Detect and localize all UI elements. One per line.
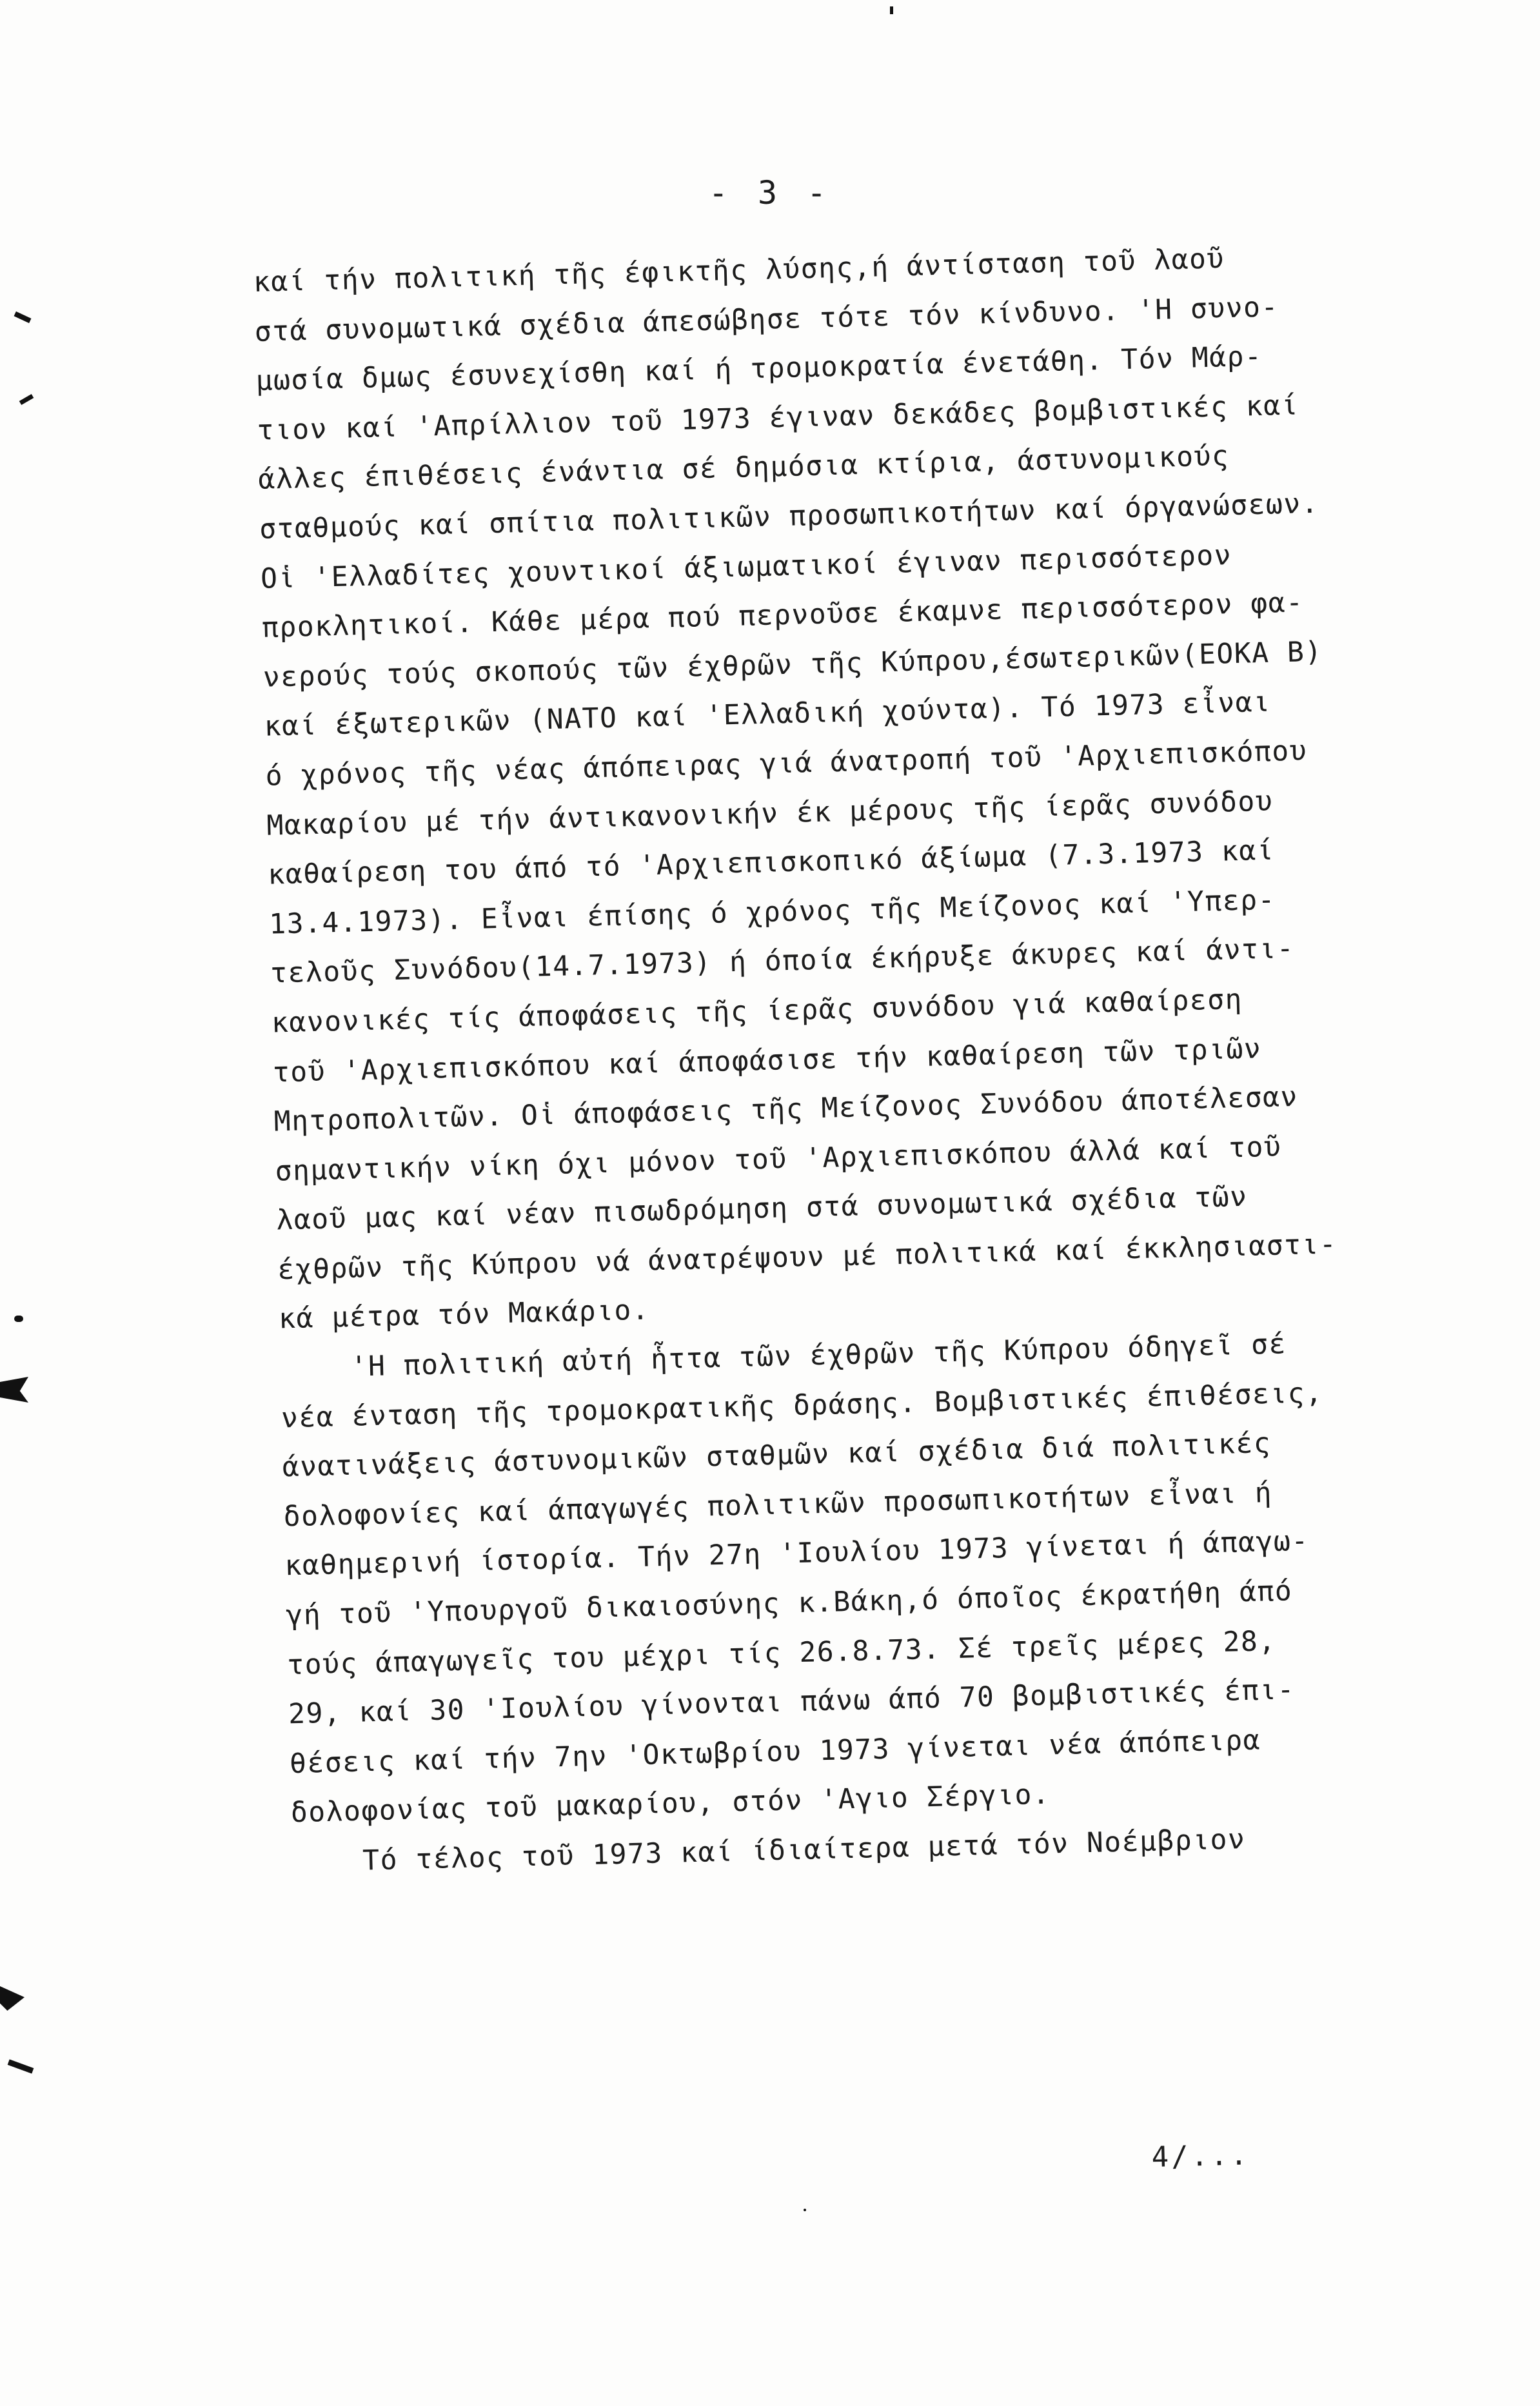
text-line: σημαντικήν νίκη όχι μόνον τοῦ 'Αρχιεπισκόπου άλλά καί τοῦ xyxy=(275,1130,1282,1188)
text-line: τελοῦς Συνόδου(14.7.1973) ή όποία έκήρυξε άκυρες καί άντι- xyxy=(270,932,1295,990)
text-line: τούς άπαγωγεῖς του μέχρι τίς 26.8.73. Σέ τρεῖς μέρες 28, xyxy=(286,1624,1277,1681)
text-line: Τό τέλος τοῦ 1973 καί ίδιαίτερα μετά τόν Νοέμβριον xyxy=(291,1823,1246,1879)
text-line: καθημερινή ίστορία. Τήν 27η 'Ιουλίου 1973 γίνεται ή άπαγω- xyxy=(284,1525,1310,1583)
text-line: τιον καί 'Απρίλλιον τοῦ 1973 έγιναν δεκάδες βομβιστικές καί xyxy=(256,389,1299,447)
scan-mark xyxy=(8,2059,34,2073)
scan-mark xyxy=(0,1986,25,2011)
scan-mark xyxy=(804,2209,806,2211)
text-line: νερούς τούς σκοπούς τῶν έχθρῶν τῆς Κύπρου,έσωτερικῶν(ΕΟΚΑ Β) xyxy=(262,635,1323,694)
text-line: κά μέτρα τόν Μακάριο. xyxy=(278,1294,650,1336)
text-line: γή τοῦ 'Υπουργοῦ δικαιοσύνης κ.Βάκη,ό όποῖος έκρατήθη άπό xyxy=(285,1575,1293,1632)
text-line: καθαίρεση του άπό τό 'Αρχιεπισκοπικό άξίωμα (7.3.1973 καί xyxy=(267,834,1275,891)
body-text xyxy=(253,229,1492,1888)
text-line: 29, καί 30 'Ιουλίου γίνονται πάνω άπό 70 βομβιστικές έπι- xyxy=(288,1673,1296,1731)
scan-mark xyxy=(14,311,32,323)
text-line: κανονικές τίς άποφάσεις τῆς ίερᾶς συνόδου γιά καθαίρεση xyxy=(271,983,1243,1040)
scan-mark xyxy=(890,6,893,14)
text-line: καί τήν πολιτική τῆς έφικτῆς λύσης,ή άντίσταση τοῦ λαοῦ xyxy=(253,242,1225,299)
text-line: άλλες έπιθέσεις ένάντια σέ δημόσια κτίρια, άστυνομικούς xyxy=(257,440,1230,497)
continuation-marker: 4/... xyxy=(1151,2138,1250,2174)
text-line: δολοφονίες καί άπαγωγές πολιτικῶν προσωπικοτήτων εἶναι ή xyxy=(283,1476,1273,1533)
text-line: Μητροπολιτῶν. Οἱ άποφάσεις τῆς Μείζονος Συνόδου άποτέλεσαν xyxy=(273,1080,1299,1138)
text-line: δολοφονίας τοῦ μακαρίου, στόν 'Αγιο Σέργιο. xyxy=(290,1778,1051,1829)
text-line: λαοῦ μας καί νέαν πισωδρόμηση στά συνομωτικά σχέδια τῶν xyxy=(275,1181,1249,1237)
text-line: καί έξωτερικῶν (ΝΑΤΟ καί 'Ελλαδική χούντα). Τό 1973 εἶναι xyxy=(264,685,1272,744)
text-line: τοῦ 'Αρχιεπισκόπου καί άποφάσισε τήν καθαίρεση τῶν τριῶν xyxy=(272,1032,1262,1089)
scan-mark xyxy=(14,1316,23,1322)
page-number: - 3 - xyxy=(708,174,832,212)
text-line: στά συνομωτικά σχέδια άπεσώβησε τότε τόν κίνδυνο. 'Η συνο- xyxy=(254,290,1279,348)
text-line: μωσία δμως έσυνεχίσθη καί ή τρομοκρατία ένετάθη. Τόν Μάρ- xyxy=(255,340,1263,398)
text-line: θέσεις καί τήν 7ην 'Οκτωβρίου 1973 γίνεται νέα άπόπειρα xyxy=(289,1724,1261,1780)
text-line: προκλητικοί. Κάθε μέρα πού περνοῦσε έκαμνε περισσότερον φα- xyxy=(261,586,1305,644)
text-line: ό χρόνος τῆς νέας άπόπειρας γιά άνατροπή τοῦ 'Αρχιεπισκόπου xyxy=(265,735,1308,793)
text-line: Μακαρίου μέ τήν άντικανονικήν έκ μέρους τῆς ίερᾶς συνόδου xyxy=(266,785,1274,842)
text-line: σταθμούς καί σπίτια πολιτικῶν προσωπικοτήτων καί όργανώσεων. xyxy=(259,487,1319,546)
text-line: Οἱ 'Ελλαδίτες χουντικοί άξιωματικοί έγιναν περισσότερον xyxy=(260,538,1232,595)
scan-mark xyxy=(19,394,34,405)
text-line: 13.4.1973). Εἶναι έπίσης ό χρόνος τῆς Μείζονος καί 'Υπερ- xyxy=(268,883,1276,941)
text-line: 'Η πολιτική αὐτή ἧττα τῶν έχθρῶν τῆς Κύπρου όδηγεῖ σέ xyxy=(279,1328,1287,1385)
text-line: νέα ένταση τῆς τρομοκρατικῆς δράσης. Βομβιστικές έπιθέσεις, xyxy=(281,1376,1324,1435)
scan-mark xyxy=(0,1377,28,1403)
text-line: έχθρῶν τῆς Κύπρου νά άνατρέψουν μέ πολιτικά καί έκκλησιαστι- xyxy=(277,1228,1338,1287)
text-line: άνατινάξεις άστυνομικῶν σταθμῶν καί σχέδια διά πολιτικές xyxy=(282,1427,1272,1484)
